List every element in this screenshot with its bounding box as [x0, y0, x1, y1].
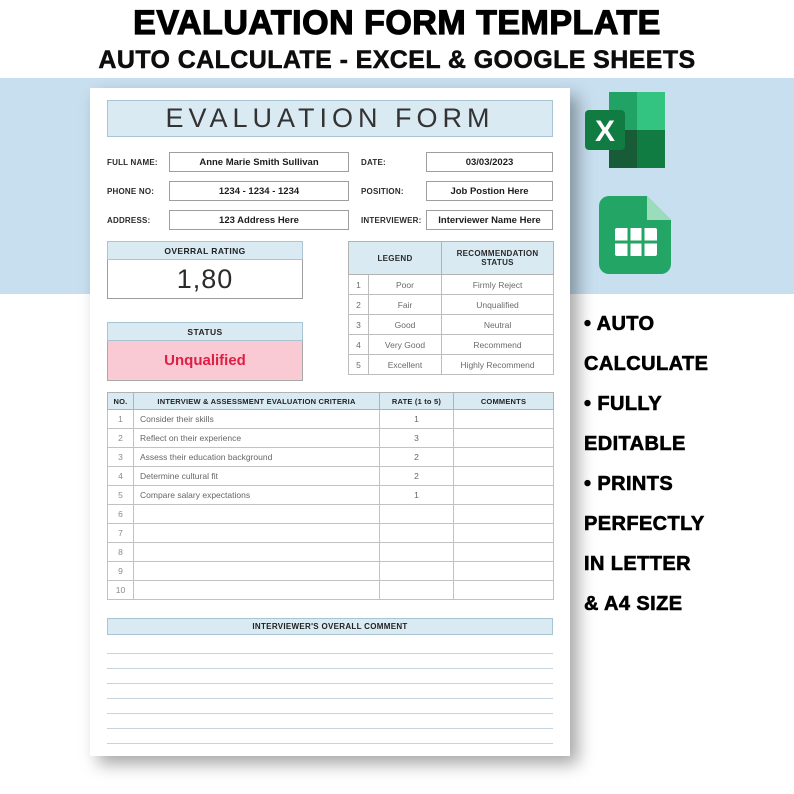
row-number-cell: 8 [108, 543, 134, 562]
row-number-cell: 10 [108, 581, 134, 600]
criteria-row [108, 581, 554, 600]
row-number-cell: 1 [108, 410, 134, 429]
feature-line: CALCULATE [584, 353, 709, 375]
criteria-cell [134, 505, 380, 524]
position-field[interactable]: Job Postion Here [426, 181, 553, 201]
feature-line: & A4 SIZE [584, 593, 683, 615]
evaluation-form-page [90, 88, 570, 756]
interviewer-field[interactable]: Interviewer Name Here [426, 210, 553, 230]
criteria-cell: Reflect on their experience [134, 429, 380, 448]
comment-cell [454, 486, 554, 505]
comment-line [107, 654, 553, 669]
feature-list [584, 304, 792, 624]
overall-rating-header: OVERRAL RATING [107, 241, 303, 260]
comment-cell [454, 429, 554, 448]
feature-line: • PRINTS [584, 473, 674, 495]
criteria-cell [134, 581, 380, 600]
row-number-cell: 9 [108, 562, 134, 581]
criteria-row [108, 448, 554, 467]
row-number-cell: 6 [108, 505, 134, 524]
form-fields [107, 152, 553, 239]
legend-row-number: 2 [349, 295, 369, 315]
legend-row-number: 3 [349, 315, 369, 335]
legend-recommendation: Neutral [442, 315, 554, 335]
criteria-row [108, 486, 554, 505]
page-subtitle: AUTO CALCULATE - EXCEL & GOOGLE SHEETS [98, 46, 696, 74]
phone-field[interactable]: 1234 - 1234 - 1234 [169, 181, 349, 201]
criteria-row [108, 543, 554, 562]
status-header: STATUS [107, 322, 303, 341]
legend-rating-label: Fair [369, 295, 442, 315]
field-row [107, 210, 553, 230]
field-row [107, 181, 553, 201]
row-number-cell: 2 [108, 429, 134, 448]
criteria-header-row [108, 393, 554, 410]
rate-cell [380, 524, 454, 543]
overall-rating-value: 1,80 [107, 260, 303, 299]
comment-cell [454, 543, 554, 562]
rate-cell: 2 [380, 467, 454, 486]
legend-rating-label: Very Good [369, 335, 442, 355]
legend-row [349, 335, 554, 355]
legend-recommendation: Highly Recommend [442, 355, 554, 375]
banner [0, 0, 794, 75]
legend-table [348, 241, 554, 375]
full-name-label: FULL NAME: [107, 157, 158, 167]
criteria-row [108, 467, 554, 486]
page-title: EVALUATION FORM TEMPLATE [133, 4, 661, 42]
legend-header-row [349, 242, 554, 275]
form-title: EVALUATION FORM [107, 100, 553, 137]
address-label: ADDRESS: [107, 215, 151, 225]
rate-cell [380, 543, 454, 562]
comment-cell [454, 410, 554, 429]
full-name-field[interactable]: Anne Marie Smith Sullivan [169, 152, 349, 172]
criteria-cell: Consider their skills [134, 410, 380, 429]
legend-recommendation: Unqualified [442, 295, 554, 315]
criteria-row [108, 562, 554, 581]
rate-cell: 3 [380, 429, 454, 448]
legend-row [349, 295, 554, 315]
row-number-cell: 3 [108, 448, 134, 467]
criteria-row [108, 429, 554, 448]
criteria-cell: Assess their education background [134, 448, 380, 467]
legend-row-number: 5 [349, 355, 369, 375]
comment-cell [454, 562, 554, 581]
criteria-row [108, 524, 554, 543]
google-sheets-icon [599, 196, 673, 274]
position-label: POSITION: [361, 186, 404, 196]
rate-cell [380, 562, 454, 581]
row-number-cell: 4 [108, 467, 134, 486]
rate-cell: 1 [380, 486, 454, 505]
comments-column-header: COMMENTS [454, 393, 554, 410]
comment-line [107, 684, 553, 699]
field-row [107, 152, 553, 172]
comment-cell [454, 524, 554, 543]
row-number-cell: 7 [108, 524, 134, 543]
legend-header: LEGEND [349, 242, 442, 275]
comment-cell [454, 505, 554, 524]
row-number-cell: 5 [108, 486, 134, 505]
rate-column-header: RATE (1 to 5) [380, 393, 454, 410]
address-field[interactable]: 123 Address Here [169, 210, 349, 230]
legend-row [349, 315, 554, 335]
criteria-table [107, 392, 554, 600]
comment-cell [454, 581, 554, 600]
legend-recommendation: Recommend [442, 335, 554, 355]
legend-rating-label: Good [369, 315, 442, 335]
rate-cell: 2 [380, 448, 454, 467]
criteria-column-header: INTERVIEW & ASSESSMENT EVALUATION CRITERIA [134, 393, 380, 410]
comment-cell [454, 448, 554, 467]
phone-label: PHONE NO: [107, 186, 155, 196]
feature-line: EDITABLE [584, 433, 686, 455]
feature-line: • FULLY [584, 393, 662, 415]
criteria-cell [134, 562, 380, 581]
comment-line [107, 729, 553, 744]
svg-text:X: X [594, 115, 616, 148]
legend-row [349, 355, 554, 375]
rate-cell [380, 505, 454, 524]
comment-line [107, 639, 553, 654]
date-label: DATE: [361, 157, 386, 167]
date-field[interactable]: 03/03/2023 [426, 152, 553, 172]
overall-comment-area [107, 639, 553, 744]
legend-row-number: 4 [349, 335, 369, 355]
comment-line [107, 669, 553, 684]
legend-rating-label: Poor [369, 275, 442, 295]
criteria-cell: Compare salary expectations [134, 486, 380, 505]
criteria-row [108, 505, 554, 524]
excel-icon [583, 90, 667, 170]
comment-line [107, 714, 553, 729]
comment-line [107, 699, 553, 714]
feature-line: • AUTO [584, 313, 655, 335]
overall-comment-header: INTERVIEWER'S OVERALL COMMENT [107, 618, 553, 635]
status-block [107, 322, 303, 381]
criteria-cell: Determine cultural fit [134, 467, 380, 486]
criteria-cell [134, 524, 380, 543]
legend-row [349, 275, 554, 295]
criteria-row [108, 410, 554, 429]
feature-line: PERFECTLY [584, 513, 705, 535]
recommendation-status-header: RECOMMENDATION STATUS [442, 242, 554, 275]
comment-cell [454, 467, 554, 486]
interviewer-label: INTERVIEWER: [361, 215, 422, 225]
criteria-cell [134, 543, 380, 562]
overall-rating-block [107, 241, 303, 299]
no-column-header: NO. [108, 393, 134, 410]
rate-cell: 1 [380, 410, 454, 429]
legend-row-number: 1 [349, 275, 369, 295]
status-badge: Unqualified [107, 341, 303, 381]
legend-recommendation: Firmly Reject [442, 275, 554, 295]
feature-line: IN LETTER [584, 553, 691, 575]
rate-cell [380, 581, 454, 600]
legend-rating-label: Excellent [369, 355, 442, 375]
